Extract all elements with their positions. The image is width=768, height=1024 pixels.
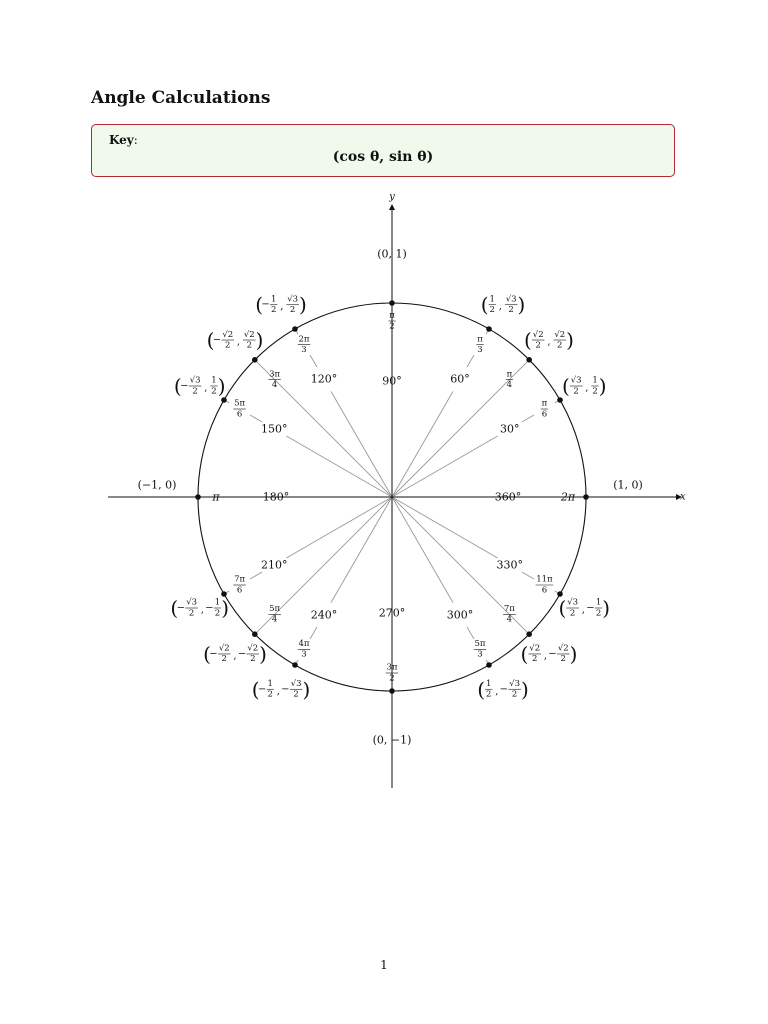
radian-label [298, 334, 311, 355]
axes-layer [108, 192, 686, 789]
ray-210-segment [286, 497, 392, 558]
radian-label [474, 639, 487, 660]
coordinate-label-315 [521, 642, 578, 666]
angle-30 [500, 399, 548, 436]
frac-numerator: √3 [509, 678, 521, 689]
frac-denominator: 2 [535, 340, 541, 351]
frac-numerator: 1 [211, 375, 217, 386]
comma: , [585, 382, 589, 394]
coordinate-label-270 [373, 734, 412, 747]
frac-numerator: 1 [595, 597, 602, 608]
comma: , [498, 301, 502, 313]
frac-denominator: 2 [592, 386, 598, 397]
comma: , [276, 685, 280, 697]
close-paren: ) [566, 328, 574, 353]
coordinate-fraction [286, 294, 299, 315]
open-paren: ( [173, 374, 182, 398]
frac-numerator: π [389, 310, 395, 321]
coordinate-fraction [508, 679, 521, 700]
coordinate-fraction [270, 294, 277, 315]
point-150 [221, 397, 227, 403]
frac-denominator: 2 [569, 608, 576, 619]
point-225 [252, 631, 258, 637]
frac-denominator: 2 [557, 340, 563, 351]
open-paren: ( [255, 292, 264, 317]
coordinate-fraction [221, 330, 234, 351]
point-0 [583, 494, 589, 500]
frac-denominator: 2 [489, 305, 495, 316]
frac-numerator: 1 [267, 678, 273, 689]
radian-label: π [212, 490, 220, 504]
minus-sign: − [176, 602, 186, 614]
frac-numerator: √2 [529, 643, 541, 654]
coordinate-label-90 [377, 248, 407, 261]
frac-numerator: √3 [186, 597, 198, 608]
point-270 [389, 688, 395, 694]
ray-330-segment [522, 572, 534, 579]
frac-numerator: 1 [271, 294, 277, 305]
coordinate-fraction [290, 679, 303, 700]
comma: , [547, 336, 551, 348]
degree-label: 150° [260, 422, 288, 436]
close-paren: ) [298, 292, 307, 317]
angle-45 [506, 369, 513, 390]
ray-60-segment [467, 355, 474, 367]
comma: , [280, 301, 284, 313]
frac-numerator: √3 [567, 597, 579, 608]
ray-150-segment [286, 436, 392, 497]
coordinate-label-45 [524, 328, 574, 352]
coordinate-fraction [553, 330, 566, 351]
coordinate-text: (−1, 0) [137, 478, 177, 492]
key-label-text: Key [109, 133, 134, 147]
page-number: 1 [380, 958, 388, 972]
frac-numerator: √3 [189, 375, 201, 386]
radian-label [268, 604, 281, 625]
close-paren: ) [217, 374, 226, 398]
frac-numerator: 7π [234, 574, 246, 585]
ray-30-segment [522, 415, 534, 422]
frac-numerator: 11π [536, 574, 553, 585]
point-135 [252, 357, 258, 363]
degree-label: 360° [494, 490, 522, 504]
frac-denominator: 6 [236, 409, 243, 420]
coordinate-fraction [210, 376, 217, 397]
coordinate-text: (0, −1) [372, 733, 412, 747]
coordinate-label-0 [613, 479, 643, 492]
frac-numerator: √2 [243, 329, 255, 340]
frac-denominator: 2 [221, 654, 227, 665]
minus-sign: − [212, 334, 222, 346]
degree-label: 210° [260, 558, 288, 572]
radian-label [536, 575, 554, 596]
frac-denominator: 2 [508, 305, 514, 316]
close-paren: ) [517, 292, 526, 317]
close-paren: ) [221, 596, 230, 620]
ray-210-segment [250, 572, 262, 579]
frac-denominator: 4 [506, 614, 513, 625]
ray-150-segment [250, 415, 262, 422]
close-paren: ) [602, 596, 611, 620]
frac-denominator: 2 [289, 305, 296, 316]
coordinate-fraction [218, 644, 231, 665]
coordinate-label-225 [203, 642, 267, 666]
point-240 [292, 662, 298, 668]
frac-numerator: π [506, 369, 513, 380]
minus-sign: − [499, 683, 509, 695]
coordinate-fraction [485, 679, 492, 700]
open-paren: ( [170, 596, 179, 620]
frac-denominator: 2 [214, 608, 221, 619]
frac-denominator: 2 [389, 321, 395, 332]
frac-denominator: 2 [225, 340, 231, 351]
frac-numerator: √2 [218, 643, 230, 654]
coordinate-label-300 [477, 677, 529, 701]
frac-denominator: 3 [301, 344, 307, 355]
minus-sign: − [237, 648, 247, 660]
angle-60 [450, 334, 483, 385]
frac-numerator: 4π [298, 639, 310, 650]
frac-numerator: 3π [386, 662, 398, 673]
coordinate-fraction [532, 330, 545, 351]
coordinate-fraction [528, 644, 541, 665]
open-paren: ( [251, 677, 260, 702]
angle-300 [447, 608, 487, 659]
degree-label: 240° [310, 608, 338, 622]
coordinate-fraction [557, 644, 570, 665]
frac-denominator: 3 [477, 344, 483, 355]
frac-denominator: 4 [271, 614, 278, 625]
coordinate-text: (1, 0) [613, 478, 643, 492]
frac-numerator: √3 [287, 294, 299, 305]
frac-denominator: 2 [267, 689, 273, 700]
ray-300-segment [467, 627, 474, 639]
coordinate-label-120 [255, 293, 307, 317]
close-paren: ) [520, 677, 529, 702]
open-paren: ( [558, 596, 567, 620]
frac-denominator: 2 [192, 386, 198, 397]
ray-240-segment [331, 497, 392, 603]
minus-sign: − [180, 380, 189, 392]
frac-denominator: 2 [188, 608, 195, 619]
frac-denominator: 2 [250, 654, 256, 665]
frac-numerator: 7π [503, 604, 515, 615]
point-60 [486, 326, 492, 332]
point-300 [486, 662, 492, 668]
ray-60-segment [392, 391, 453, 497]
frac-denominator: 3 [477, 649, 483, 660]
angle-150 [233, 399, 287, 436]
comma: , [543, 650, 548, 662]
angle-120 [298, 334, 338, 385]
close-paren: ) [302, 677, 311, 702]
point-120 [292, 326, 298, 332]
radian-label [386, 663, 399, 684]
open-paren: ( [561, 374, 570, 398]
ray-330-segment [392, 497, 498, 558]
degree-label: 120° [310, 372, 338, 386]
frac-denominator: 2 [486, 689, 492, 700]
coordinate-text: (0, 1) [377, 247, 407, 261]
radian-label [233, 399, 246, 420]
ray-120-segment [310, 355, 317, 367]
point-30 [557, 397, 563, 403]
frac-numerator: π [477, 334, 483, 345]
page-title: Angle Calculations [91, 88, 271, 108]
angle-225 [268, 604, 281, 625]
minus-sign: − [548, 648, 557, 660]
coordinate-fraction [247, 644, 260, 665]
coordinate-label-60 [481, 293, 526, 317]
open-paren: ( [203, 641, 211, 666]
coordinate-label-240 [252, 677, 311, 701]
frac-denominator: 2 [271, 305, 277, 316]
frac-numerator: √2 [222, 329, 234, 340]
x-axis-label: x [680, 491, 686, 503]
angle-315 [503, 604, 516, 625]
radian-label [233, 575, 246, 596]
frac-numerator: √2 [532, 329, 544, 340]
frac-numerator: 1 [592, 375, 598, 386]
coordinate-label-180 [138, 479, 177, 492]
coordinate-fraction [214, 598, 221, 619]
minus-sign: − [261, 299, 270, 311]
degree-label: 30° [500, 422, 520, 436]
ray-300-segment [392, 497, 453, 603]
open-paren: ( [477, 677, 486, 702]
point-315 [526, 631, 532, 637]
frac-denominator: 2 [511, 689, 518, 700]
frac-numerator: 3π [269, 369, 281, 380]
frac-numerator: 1 [214, 597, 221, 608]
close-paren: ) [598, 374, 607, 398]
frac-numerator: √2 [247, 643, 259, 654]
minus-sign: − [281, 683, 290, 695]
angle-210 [233, 559, 287, 596]
point-90 [389, 300, 395, 306]
radian-label: 2π [560, 490, 576, 504]
frac-denominator: 6 [541, 585, 548, 596]
coordinate-label-135 [207, 328, 264, 352]
radian-label [476, 334, 483, 355]
minus-sign: − [205, 602, 214, 614]
angle-135 [268, 369, 281, 390]
point-45 [526, 357, 532, 363]
frac-denominator: 3 [301, 649, 307, 660]
coordinate-fraction [189, 376, 202, 397]
frac-denominator: 2 [573, 386, 579, 397]
angle-330 [497, 559, 554, 596]
frac-numerator: √3 [570, 375, 582, 386]
frac-denominator: 4 [271, 379, 278, 390]
comma: , [581, 604, 585, 616]
coordinate-fraction [243, 330, 256, 351]
frac-numerator: 5π [234, 398, 246, 409]
key-label-colon: : [133, 133, 138, 147]
frac-numerator: 1 [489, 294, 495, 305]
open-paren: ( [524, 328, 532, 353]
radian-label [298, 639, 311, 660]
comma: , [200, 604, 204, 616]
degree-label: 180° [262, 490, 290, 504]
degree-label: 300° [446, 608, 474, 622]
radian-label [541, 399, 548, 420]
ray-30-segment [392, 436, 498, 497]
minus-sign: − [209, 648, 218, 660]
frac-denominator: 2 [595, 608, 602, 619]
frac-numerator: 2π [298, 334, 310, 345]
coordinate-fraction [566, 598, 579, 619]
angle-240 [298, 608, 338, 659]
frac-numerator: 5π [474, 639, 486, 650]
frac-numerator: π [541, 398, 548, 409]
coordinate-fraction [185, 598, 198, 619]
minus-sign: − [257, 683, 267, 695]
coordinate-label-330 [558, 596, 610, 620]
ray-240-segment [310, 627, 317, 639]
minus-sign: − [586, 602, 595, 614]
coordinate-fraction [489, 294, 496, 315]
y-axis-arrow [389, 204, 395, 210]
coordinate-label-30 [562, 374, 607, 398]
comma: , [236, 336, 241, 348]
frac-denominator: 4 [506, 379, 513, 390]
frac-denominator: 2 [211, 386, 217, 397]
radian-label [268, 369, 281, 390]
comma: , [495, 685, 499, 697]
coordinate-label-150 [174, 374, 226, 398]
key-formula: (cos θ, sin θ) [332, 149, 434, 165]
radian-label [388, 311, 395, 332]
point-180 [195, 494, 201, 500]
frac-denominator: 2 [389, 673, 395, 684]
coordinate-fraction [570, 376, 583, 397]
frac-denominator: 6 [236, 585, 243, 596]
open-paren: ( [480, 292, 489, 317]
frac-numerator: √3 [290, 678, 302, 689]
open-paren: ( [206, 328, 215, 353]
radian-label [503, 604, 516, 625]
frac-denominator: 2 [246, 340, 253, 351]
ray-120-segment [331, 391, 392, 497]
frac-numerator: 5π [269, 604, 281, 615]
comma: , [233, 650, 237, 662]
frac-numerator: √2 [557, 643, 569, 654]
degree-label: 90° [382, 374, 402, 388]
frac-numerator: √2 [554, 329, 566, 340]
coordinate-fraction [591, 376, 598, 397]
coordinate-fraction [267, 679, 274, 700]
close-paren: ) [569, 641, 578, 666]
frac-denominator: 2 [293, 689, 299, 700]
radian-label [506, 369, 513, 390]
coordinate-fraction [595, 598, 602, 619]
frac-numerator: 1 [486, 678, 492, 689]
degree-label: 60° [450, 372, 470, 386]
frac-denominator: 6 [541, 409, 548, 420]
frac-denominator: 2 [560, 654, 566, 665]
close-paren: ) [259, 641, 267, 666]
y-axis-label: y [389, 191, 395, 203]
coordinate-label-210 [170, 596, 229, 620]
degree-label: 270° [378, 606, 406, 620]
comma: , [204, 382, 208, 394]
frac-denominator: 2 [531, 654, 538, 665]
coordinate-fraction [505, 294, 518, 315]
close-paren: ) [255, 328, 264, 353]
degree-label: 330° [496, 558, 524, 572]
frac-numerator: √3 [505, 294, 517, 305]
open-paren: ( [520, 641, 529, 666]
